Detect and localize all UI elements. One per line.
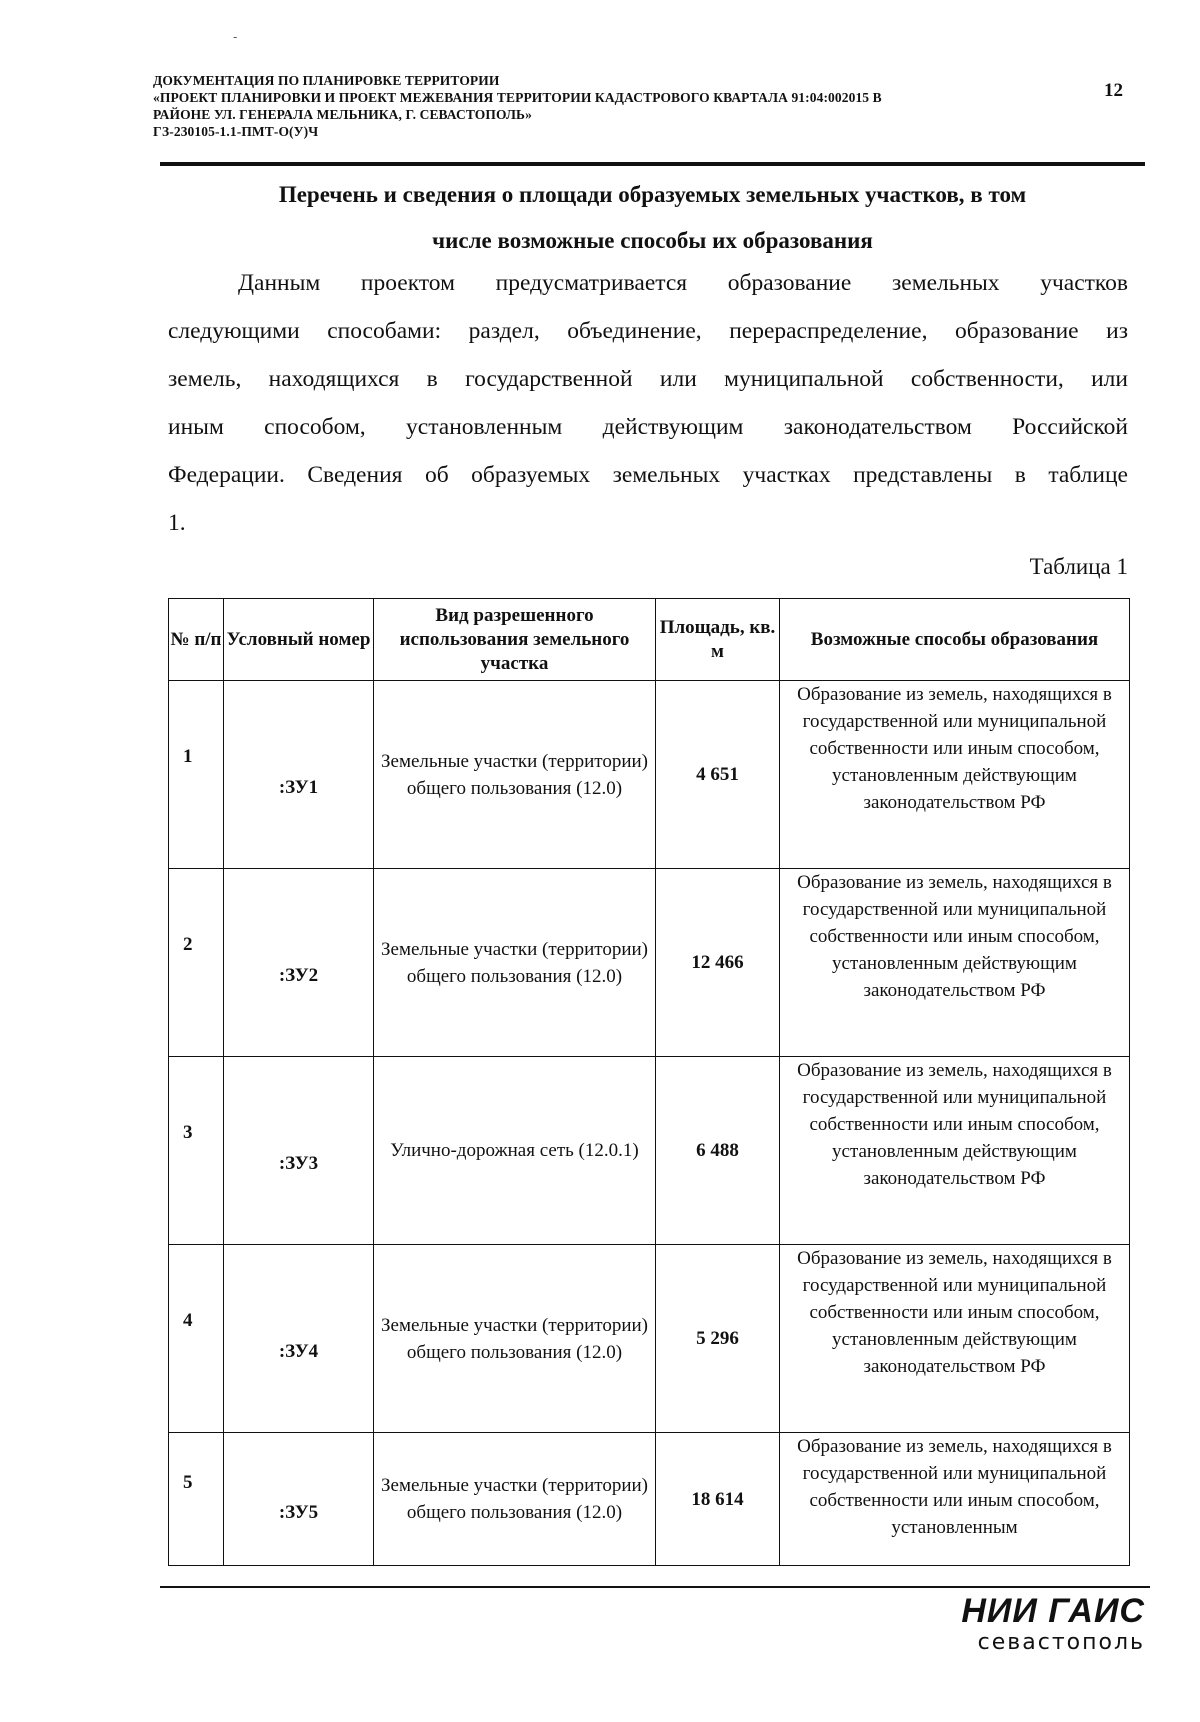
row-code [224, 1245, 374, 1433]
row-number-text: 4 [183, 1310, 193, 1331]
row-method: Образование из земель, находящихся в государственной или муниципальной собственности или иным способом, установленным действующим законодательством РФ [780, 1245, 1130, 1433]
header-code: ГЗ-230105-1.1-ПМТ-О(У)Ч [153, 124, 319, 139]
header-area: Площадь, кв. м [656, 599, 780, 681]
table-caption: Таблица 1 [1029, 554, 1128, 579]
row-number-text: 1 [183, 746, 193, 767]
table-row [169, 869, 1130, 1057]
paragraph-line: Федерации. Сведения об образуемых земельных участках представлены в таблице [168, 462, 1128, 488]
header-use: Вид разрешенного использования земельного участка [374, 599, 656, 681]
header-line: ДОКУМЕНТАЦИЯ ПО ПЛАНИРОВКЕ ТЕРРИТОРИИ [153, 73, 500, 88]
row-area: 12 466 [656, 869, 780, 1057]
row-use: Земельные участки (территории) общего пользования (12.0) [374, 1245, 656, 1433]
row-number [169, 1245, 224, 1433]
row-use: Улично-дорожная сеть (12.0.1) [374, 1057, 656, 1245]
row-number [169, 1433, 224, 1566]
row-method [780, 1433, 1130, 1566]
header-line: РАЙОНЕ УЛ. ГЕНЕРАЛА МЕЛЬНИКА, Г. СЕВАСТОПОЛЬ» [153, 107, 532, 122]
scan-speck: - [233, 30, 238, 44]
logo-city: севастополь [977, 1630, 1145, 1655]
document-header [153, 72, 1053, 140]
row-code-text: :ЗУ1 [278, 777, 319, 798]
paragraph-line: 1. [168, 510, 186, 536]
row-method: Образование из земель, находящихся в государственной или муниципальной собственности или иным способом, установленным действующим законодательством РФ [780, 681, 1130, 869]
row-area: 5 296 [656, 1245, 780, 1433]
row-number-text: 3 [183, 1122, 193, 1143]
table-row [169, 681, 1130, 869]
row-method-text: Образование из земель, находящихся в государственной или муниципальной собственности или иным способом, установленным [797, 1436, 1112, 1538]
header-line: «ПРОЕКТ ПЛАНИРОВКИ И ПРОЕКТ МЕЖЕВАНИЯ ТЕРРИТОРИИ КАДАСТРОВОГО КВАРТАЛА 91:04:002015 В [153, 90, 882, 105]
page-number: 12 [1104, 80, 1123, 101]
company-logo [905, 1592, 1145, 1662]
table-row [169, 1433, 1130, 1566]
footer-divider [160, 1586, 1150, 1588]
row-number-text: 2 [183, 934, 193, 955]
row-code-text: :ЗУ5 [278, 1501, 319, 1523]
row-number [169, 681, 224, 869]
header-code: Условный номер [224, 599, 374, 681]
land-plots-table [168, 598, 1130, 1566]
paragraph-line: следующими способами: раздел, объединение, перераспределение, образование из [168, 318, 1128, 344]
paragraph-line: иным способом, установленным действующим законодательством Российской [168, 414, 1128, 440]
row-number [169, 1057, 224, 1245]
table-row [169, 1245, 1130, 1433]
paragraph-line: земель, находящихся в государственной или муниципальной собственности, или [168, 366, 1128, 392]
row-method: Образование из земель, находящихся в государственной или муниципальной собственности или иным способом, установленным действующим законодательством РФ [780, 1057, 1130, 1245]
row-use: Земельные участки (территории) общего пользования (12.0) [374, 681, 656, 869]
table-row [169, 1057, 1130, 1245]
row-use: Земельные участки (территории) общего пользования (12.0) [374, 1433, 656, 1566]
section-title: Перечень и сведения о площади образуемых земельных участков, в том [278, 182, 1027, 207]
row-code-text: :ЗУ4 [278, 1341, 319, 1362]
header-method: Возможные способы образования [780, 599, 1130, 681]
row-code [224, 681, 374, 869]
row-use: Земельные участки (территории) общего пользования (12.0) [374, 869, 656, 1057]
header-divider [160, 162, 1145, 166]
logo-wordmark: НИИ ГАИС [961, 1592, 1145, 1630]
paragraph-line: Данным проектом предусматривается образование земельных участков [238, 270, 1128, 296]
row-code [224, 1433, 374, 1566]
row-code-text: :ЗУ2 [278, 965, 319, 986]
row-number-text: 5 [183, 1472, 193, 1493]
header-num: № п/п [169, 599, 224, 681]
row-area: 4 651 [656, 681, 780, 869]
section-title-cont: числе возможные способы их образования [432, 228, 873, 253]
row-area: 18 614 [656, 1433, 780, 1566]
row-code-text: :ЗУ3 [278, 1153, 319, 1174]
row-code [224, 1057, 374, 1245]
row-area: 6 488 [656, 1057, 780, 1245]
table-header-row [169, 599, 1130, 681]
row-number [169, 869, 224, 1057]
row-method: Образование из земель, находящихся в государственной или муниципальной собственности или иным способом, установленным действующим законодательством РФ [780, 869, 1130, 1057]
row-code [224, 869, 374, 1057]
